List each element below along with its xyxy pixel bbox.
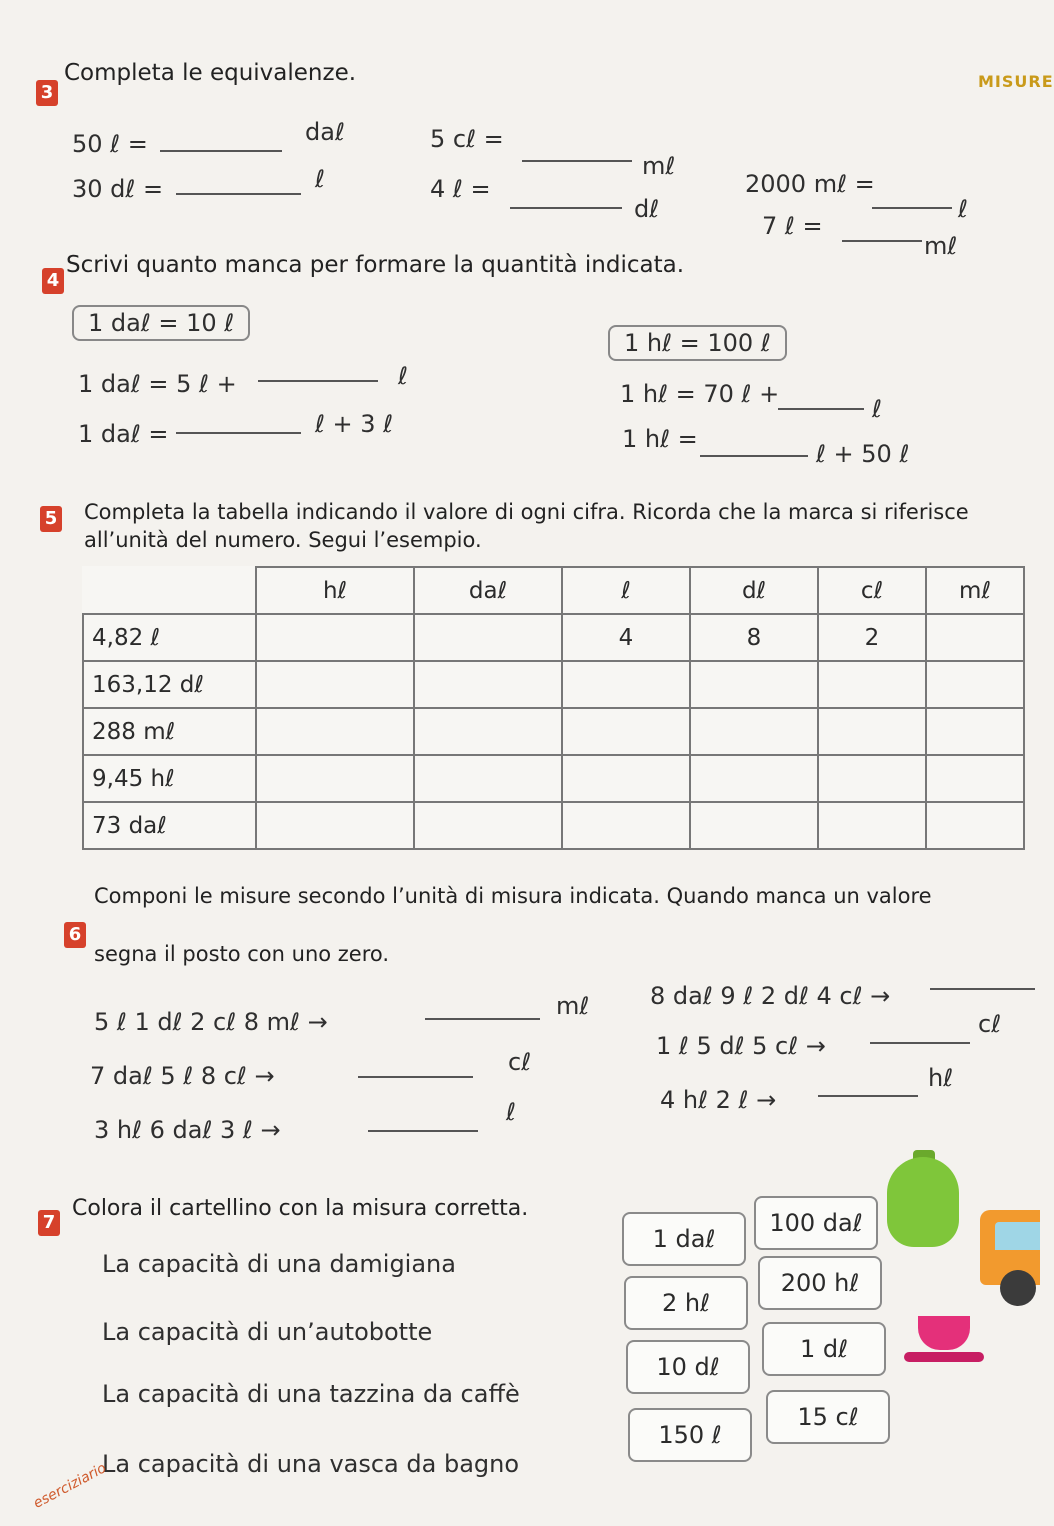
answer-blank[interactable] [700, 455, 808, 457]
answer-blank[interactable] [870, 1042, 970, 1044]
answer-blank[interactable] [842, 240, 922, 242]
table-cell[interactable] [690, 661, 818, 708]
arrow-right-icon: → [260, 1116, 281, 1144]
option-card[interactable]: 100 daℓ [754, 1196, 878, 1250]
difference-row-suffix: ℓ [398, 362, 408, 390]
table-cell[interactable] [414, 614, 562, 661]
question-text: La capacità di una tazzina da caffè [102, 1380, 520, 1408]
eq-left: 2000 mℓ = [745, 170, 875, 198]
row-label: 9,45 hℓ [83, 755, 256, 802]
eq-unit: dℓ [634, 195, 660, 223]
exercise-7-title: Colora il cartellino con la misura corretta. [72, 1196, 529, 1221]
exercise-3-number: 3 [36, 80, 58, 106]
answer-blank[interactable] [176, 193, 301, 195]
table-cell[interactable] [562, 661, 690, 708]
eq-unit: ℓ [958, 195, 968, 223]
section-tag: MISURE [978, 72, 1054, 91]
option-card[interactable]: 10 dℓ [626, 1340, 750, 1394]
row-label: 73 daℓ [83, 802, 256, 849]
exercise-5-title-line2: all’unità del numero. Segui l’esempio. [84, 528, 482, 552]
table-cell[interactable] [926, 802, 1024, 849]
exercise-5-number: 5 [40, 506, 62, 532]
arrow-right-icon: → [756, 1086, 777, 1114]
table-cell[interactable] [256, 661, 414, 708]
compose-expression [90, 1062, 275, 1090]
table-cell[interactable] [414, 755, 562, 802]
truck-wheel-icon [1000, 1270, 1036, 1306]
demijohn-icon [887, 1157, 959, 1247]
option-card[interactable]: 150 ℓ [628, 1408, 752, 1462]
difference-row-prefix: 1 hℓ = 70 ℓ + [620, 380, 780, 408]
eq-left: 7 ℓ = [762, 212, 823, 240]
table-cell[interactable] [414, 661, 562, 708]
table-cell[interactable] [256, 708, 414, 755]
table-cell[interactable]: 2 [818, 614, 926, 661]
compose-unit: mℓ [556, 992, 590, 1020]
arrow-right-icon: → [307, 1008, 328, 1036]
table-cell[interactable] [690, 708, 818, 755]
arrow-right-icon: → [254, 1062, 275, 1090]
table-cell[interactable] [414, 802, 562, 849]
exercise-7-number: 7 [38, 1210, 60, 1236]
left-box-header: 1 daℓ = 10 ℓ [72, 305, 250, 341]
table-cell[interactable] [818, 755, 926, 802]
compose-expression-text: 4 hℓ 2 ℓ [660, 1086, 749, 1114]
table-row [83, 614, 1024, 661]
eq-unit: mℓ [642, 152, 676, 180]
option-card[interactable]: 2 hℓ [624, 1276, 748, 1330]
answer-blank[interactable] [778, 408, 864, 410]
compose-expression [660, 1086, 776, 1114]
answer-blank[interactable] [510, 207, 622, 209]
difference-row-suffix: ℓ + 50 ℓ [816, 440, 910, 468]
row-label: 163,12 dℓ [83, 661, 256, 708]
difference-row-prefix: 1 hℓ = [622, 425, 698, 453]
place-value-table [82, 566, 1025, 850]
table-cell[interactable] [562, 755, 690, 802]
exercise-4-title: Scrivi quanto manca per formare la quantità indicata. [66, 252, 685, 278]
answer-blank[interactable] [522, 160, 632, 162]
table-header-row [83, 567, 1024, 614]
compose-expression-text: 7 daℓ 5 ℓ 8 cℓ [90, 1062, 247, 1090]
answer-blank[interactable] [160, 150, 282, 152]
table-row [83, 802, 1024, 849]
compose-expression-text: 3 hℓ 6 daℓ 3 ℓ [94, 1116, 253, 1144]
table-cell[interactable] [256, 802, 414, 849]
table-cell[interactable] [690, 802, 818, 849]
table-cell[interactable] [414, 708, 562, 755]
compose-unit: ℓ [506, 1098, 516, 1126]
table-cell[interactable] [926, 661, 1024, 708]
eq-unit: mℓ [924, 232, 958, 260]
eq-left: 4 ℓ = [430, 175, 491, 203]
table-cell[interactable] [926, 755, 1024, 802]
option-card[interactable]: 1 dℓ [762, 1322, 886, 1376]
truck-window-icon [995, 1222, 1040, 1250]
difference-row-prefix: 1 daℓ = [78, 420, 169, 448]
column-header: mℓ [926, 567, 1024, 614]
table-cell[interactable] [256, 614, 414, 661]
saucer-icon [904, 1352, 984, 1362]
option-card[interactable]: 1 daℓ [622, 1212, 746, 1266]
answer-blank[interactable] [872, 207, 952, 209]
row-label: 4,82 ℓ [83, 614, 256, 661]
answer-blank[interactable] [176, 432, 301, 434]
eq-left: 5 cℓ = [430, 125, 504, 153]
compose-expression-text: 8 daℓ 9 ℓ 2 dℓ 4 cℓ [650, 982, 863, 1010]
table-cell[interactable] [562, 708, 690, 755]
compose-unit: cℓ [508, 1048, 532, 1076]
exercise-3-title: Completa le equivalenze. [64, 60, 357, 86]
column-header: ℓ [562, 567, 690, 614]
table-cell[interactable]: 4 [562, 614, 690, 661]
table-cell[interactable] [926, 614, 1024, 661]
compose-expression-text: 1 ℓ 5 dℓ 5 cℓ [656, 1032, 799, 1060]
table-cell[interactable] [256, 755, 414, 802]
table-cell[interactable] [690, 755, 818, 802]
compose-expression [650, 982, 890, 1010]
question-text: La capacità di una damigiana [102, 1250, 456, 1278]
table-row [83, 755, 1024, 802]
table-cell[interactable] [562, 802, 690, 849]
compose-unit: hℓ [928, 1064, 954, 1092]
option-card[interactable]: 15 cℓ [766, 1390, 890, 1444]
table-cell[interactable] [926, 708, 1024, 755]
answer-blank[interactable] [368, 1130, 478, 1132]
right-box-header: 1 hℓ = 100 ℓ [608, 325, 787, 361]
table-cell[interactable] [818, 661, 926, 708]
corner-cell [83, 567, 256, 614]
option-card[interactable]: 200 hℓ [758, 1256, 882, 1310]
answer-blank[interactable] [930, 988, 1035, 990]
eq-unit: ℓ [315, 165, 325, 193]
exercise-6-number: 6 [64, 922, 86, 948]
exercise-5-title-line1: Completa la tabella indicando il valore di ogni cifra. Ricorda che la marca si riferisce [84, 500, 969, 524]
answer-blank[interactable] [425, 1018, 540, 1020]
coffee-cup-icon [918, 1316, 970, 1350]
arrow-right-icon: → [805, 1032, 826, 1060]
difference-row-prefix: 1 daℓ = 5 ℓ + [78, 370, 237, 398]
footer-label: eserciziario [30, 1460, 109, 1512]
answer-blank[interactable] [358, 1076, 473, 1078]
table-row [83, 661, 1024, 708]
table-cell[interactable] [818, 708, 926, 755]
arrow-right-icon: → [870, 982, 891, 1010]
compose-expression-text: 5 ℓ 1 dℓ 2 cℓ 8 mℓ [94, 1008, 300, 1036]
difference-row-suffix: ℓ [872, 395, 882, 423]
column-header: daℓ [414, 567, 562, 614]
eq-unit: daℓ [305, 118, 345, 146]
eq-left: 30 dℓ = [72, 175, 164, 203]
question-text: La capacità di un’autobotte [102, 1318, 433, 1346]
difference-row-suffix: ℓ + 3 ℓ [315, 410, 394, 438]
row-label: 288 mℓ [83, 708, 256, 755]
table-cell[interactable]: 8 [690, 614, 818, 661]
compose-expression [94, 1116, 281, 1144]
column-header: dℓ [690, 567, 818, 614]
column-header: cℓ [818, 567, 926, 614]
exercise-4-number: 4 [42, 268, 64, 294]
table-row [83, 708, 1024, 755]
column-header: hℓ [256, 567, 414, 614]
compose-expression [94, 1008, 328, 1036]
compose-expression [656, 1032, 826, 1060]
answer-blank[interactable] [818, 1095, 918, 1097]
eq-left: 50 ℓ = [72, 130, 148, 158]
exercise-6-title-line2: segna il posto con uno zero. [94, 942, 390, 966]
answer-blank[interactable] [258, 380, 378, 382]
exercise-6-title-line1: Componi le misure secondo l’unità di misura indicata. Quando manca un valore [94, 884, 932, 908]
table-cell[interactable] [818, 802, 926, 849]
question-text: La capacità di una vasca da bagno [102, 1450, 520, 1478]
compose-unit: cℓ [978, 1010, 1002, 1038]
